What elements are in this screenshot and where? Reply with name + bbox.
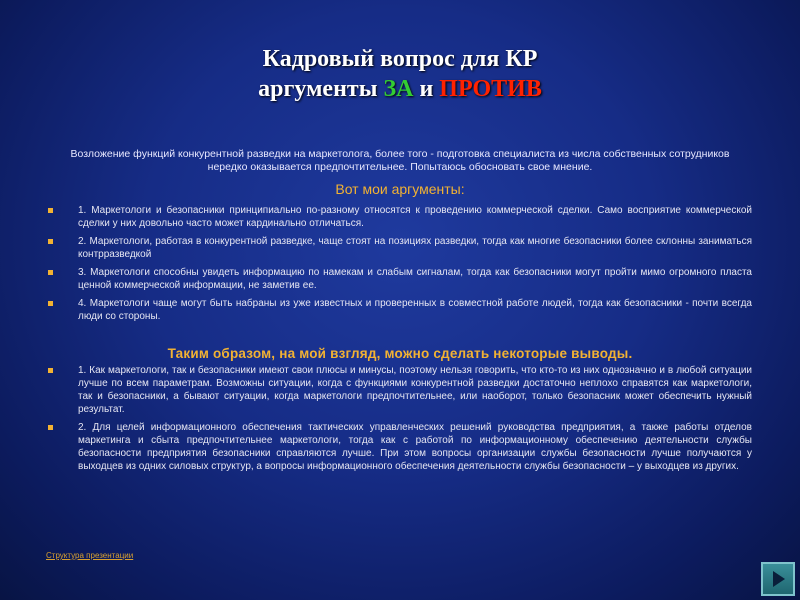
- conclusions-heading: Таким образом, на мой взгляд, можно сделать некоторые выводы.: [167, 346, 633, 361]
- conclusion-item: 1. Как маркетологи, так и безопасники имеют свои плюсы и минусы, поэтому нельзя говорить, что кто-то из них однозначно и в любой ситуации лучше по всем параметрам. Возможны ситуации, когда с функциями конкурентной разведки достаточно неплохо справятся как маркетологи, так и безопасники, а бывают ситуации, когда маркетологи предпочтительнее, или наоборот, только безопасник может обеспечить нужный результат.: [46, 364, 752, 416]
- title-mid: и: [413, 76, 440, 102]
- argument-item: 1. Маркетологи и безопасники принципиально по-разному относятся к проведению коммерческой сделки. Само восприятие коммерческой сделки у них довольно часто может кардинально отличаться.: [46, 204, 752, 230]
- conclusions-list: [46, 364, 752, 478]
- title-line-1: Кадровый вопрос для КР: [262, 46, 538, 72]
- title-line-2-prefix: аргументы: [258, 76, 384, 102]
- slide-title: [0, 44, 800, 104]
- next-slide-button[interactable]: [761, 562, 795, 596]
- title-line-2: [0, 74, 800, 104]
- argument-item: 4. Маркетологи чаще могут быть набраны из уже известных и проверенных в совместной работе людей, тогда как безопасники - почти всегда люди со стороны.: [46, 297, 752, 323]
- argument-item: 3. Маркетологи способны увидеть информацию по намекам и слабым сигналам, тогда как безопасники могут пройти мимо огромного пласта ценной коммерческой информации, не заметив ее.: [46, 266, 752, 292]
- intro-paragraph: Возложение функций конкурентной разведки на маркетолога, более того - подготовка специалиста из числа собственных сотрудников нередко оказывается предпочтительнее. Попытаюсь обосновать свое мнение.: [70, 148, 730, 173]
- conclusion-item: 2. Для целей информационного обеспечения тактических управленческих решений руководства предприятия, а также работы отделов маркетинга и сбыта предпочтительнее маркетологи, тогда как с работой по информационному обеспечению деятельности службы безопасности предприятия безопасники справляются лучше. При этом вопросы организации службы безопасности лучше получаются у выходцев из одних силовых структур, а вопросы информационного обеспечения деятельности службы безопасности – у выходцев из других.: [46, 421, 752, 473]
- title-za: ЗА: [383, 76, 414, 102]
- argument-item: 2. Маркетологи, работая в конкурентной разведке, чаще стоят на позициях разведки, тогда как многие безопасники более склонны заниматься контрразведкой: [46, 235, 752, 261]
- arrow-right-icon: [773, 571, 785, 587]
- arguments-heading: Вот мои аргументы:: [335, 181, 465, 197]
- arguments-list: [46, 204, 752, 328]
- presentation-structure-link[interactable]: Структура презентации: [46, 551, 134, 560]
- title-protiv: ПРОТИВ: [439, 76, 542, 102]
